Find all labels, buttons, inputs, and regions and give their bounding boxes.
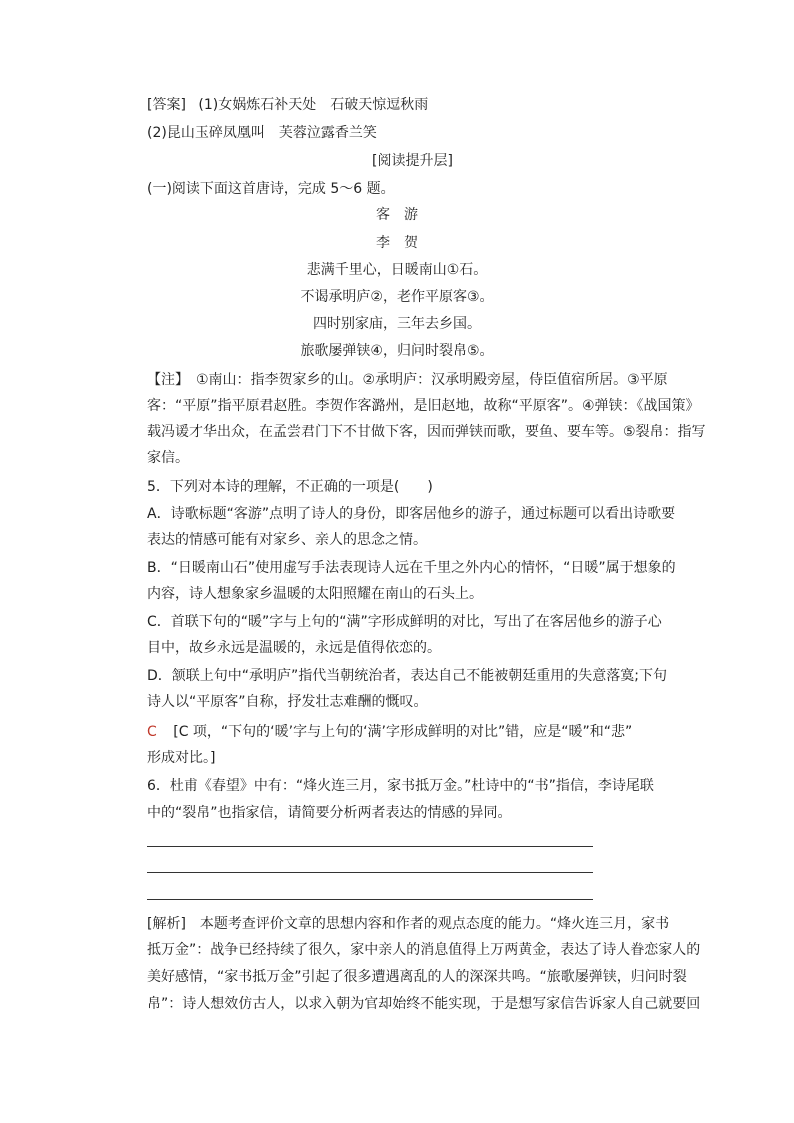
option-a-cont: 表达的情感可能有对家乡、亲人的思念之情。 [147,532,427,548]
answer-blank-line[interactable] [147,846,593,847]
option-c: C．首联下句的“暖”字与上句的“满”字形成鲜明的对比，写出了在客居他乡的游子心 [147,614,662,630]
note-line: 【注】 ①南山：指李贺家乡的山。②承明庐：汉承明殿旁屋，侍臣值宿所居。③平原 [147,372,668,388]
note-line: 客：“平原”指平原君赵胜。李贺作客潞州，是旧赵地，故称“平原客”。④弹铗：《战国策》 [147,398,700,414]
note-line: 家信。 [147,450,189,466]
note-line: 载冯谖才华出众，在孟尝君门下不甘做下客，因而弹铗而歌，要鱼、要车等。⑤裂帛：指写 [147,424,706,440]
question-5-stem: 5．下列对本诗的理解，不正确的一项是( ) [147,479,433,495]
answer-blank-line[interactable] [147,899,593,900]
analysis-line: 帛”：诗人想效仿古人，以求入朝为官却始终不能实现，于是想写家信告诉家人自己就要回 [147,996,701,1012]
analysis-line: [解析] 本题考查评价文章的思想内容和作者的观点态度的能力。“烽火连三月，家书 [147,916,670,932]
option-a: A．诗歌标题“客游”点明了诗人的身份，即客居他乡的游子，通过标题可以看出诗歌要 [147,506,676,522]
poem-title: 客 游 [376,207,418,223]
answer-letter: C [147,724,157,740]
poem-line: 不谒承明庐②，老作平原客③。 [300,289,494,305]
question-6-stem: 6．杜甫《春望》中有：“烽火连三月，家书抵万金。”杜诗中的“书”指信，李诗尾联 [147,778,654,794]
poem-author: 李 贺 [376,235,418,251]
answer-text-1: (1)女娲炼石补天处 石破天惊逗秋雨 [198,97,429,113]
option-b: B．“日暖南山石”使用虚写手法表现诗人远在千里之外内心的情怀，“日暖”属于想象的 [147,560,676,576]
answer-blank-line[interactable] [147,872,593,873]
answer-explanation [147,722,632,742]
answer-line-1 [147,95,428,115]
option-d: D．颔联上句中“承明庐”指代当朝统治者，表达自己不能被朝廷重用的失意落寞;下句 [147,668,668,684]
analysis-line: 抵万金”：战争已经持续了很久，家中亲人的消息值得上万两黄金，表达了诗人眷恋家人的 [147,942,701,958]
question-intro: (一)阅读下面这首唐诗，完成 5～6 题。 [147,181,395,197]
option-c-cont: 目中，故乡永远是温暖的，永远是值得依恋的。 [147,640,441,656]
analysis-line: 美好感情，“家书抵万金”引起了很多遭遇离乱的人的深深共鸣。“旅歌屡弹铗，归问时裂 [147,969,687,985]
section-title: [阅读提升层] [372,153,453,169]
option-b-cont: 内容，诗人想象家乡温暖的太阳照耀在南山的石头上。 [147,586,483,602]
explanation-cont: 形成对比。] [147,750,216,766]
answer-line-2: (2)昆山玉碎凤凰叫 芙蓉泣露香兰笑 [147,125,377,141]
poem-line: 悲满千里心，日暖南山①石。 [306,262,488,278]
poem-line: 旅歌屡弹铗④，归问时裂帛⑤。 [300,343,494,359]
question-6-stem-cont: 中的“裂帛”也指家信，请简要分析两者表达的情感的异同。 [147,805,512,821]
answer-tag: [答案] [147,97,186,113]
explanation-text: [C 项，“下句的‘暖’字与上句的‘满’字形成鲜明的对比”错，应是“暖”和“悲” [173,724,633,740]
poem-line: 四时别家庙，三年去乡国。 [313,316,481,332]
option-d-cont: 诗人以“平原客”自称，抒发壮志难酬的慨叹。 [147,694,428,710]
